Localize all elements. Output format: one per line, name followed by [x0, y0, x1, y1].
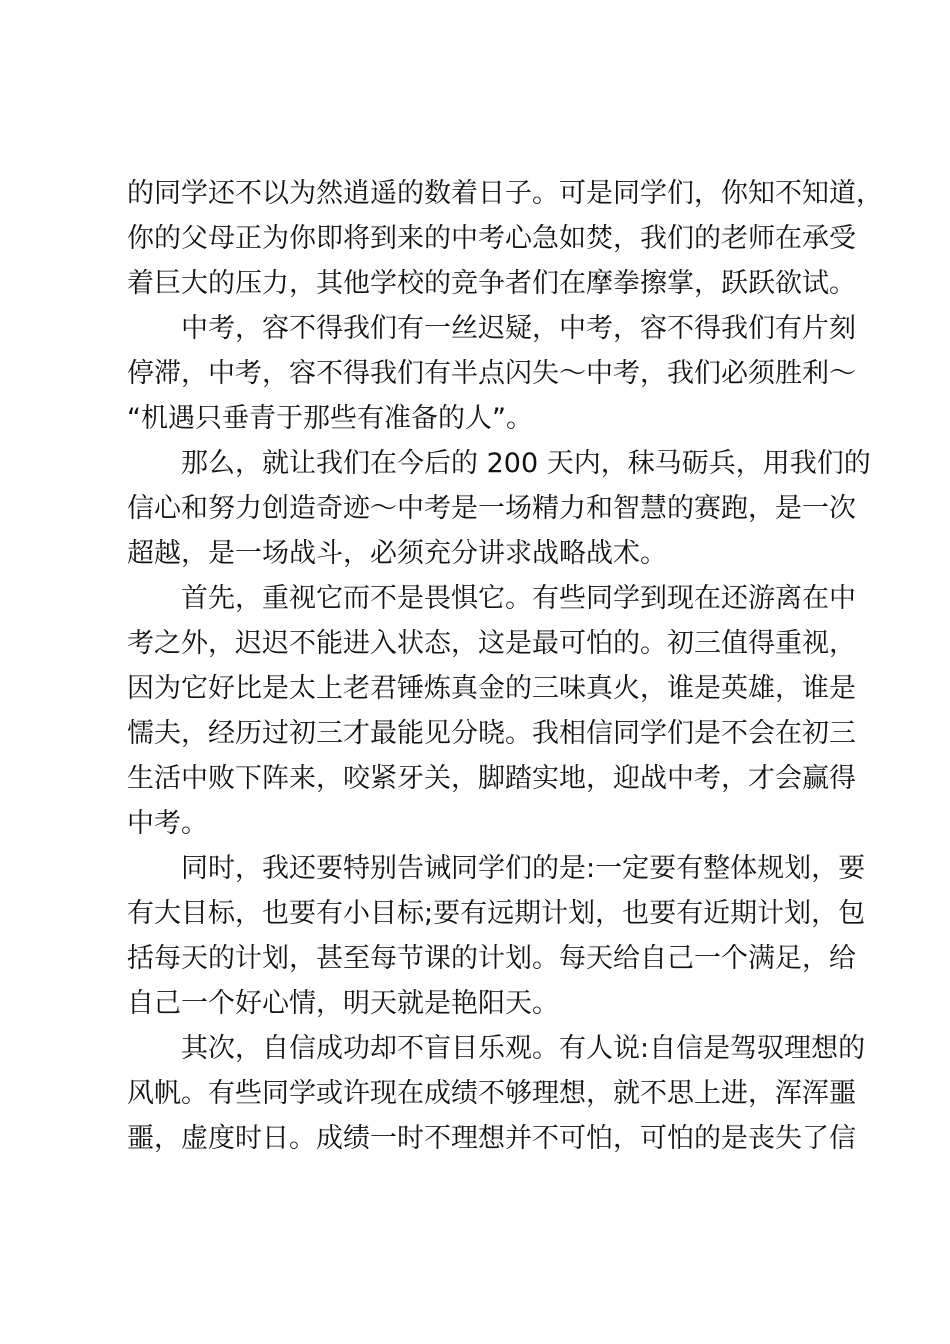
paragraph-first-line: 其次，自信成功却不盲目乐观。有人说:自信是驾驭理想的: [181, 1033, 866, 1064]
text-line: “机遇只垂青于那些有准备的人”。: [127, 403, 533, 434]
text-line: 生活中败下阵来，咬紧牙关，脚踏实地，迎战中考，才会赢得: [127, 763, 856, 794]
paragraph-first-line: 首先，重视它而不是畏惧它。有些同学到现在还游离在中: [181, 583, 856, 614]
paragraph-first-line: 同时，我还要特别告诫同学们的是:一定要有整体规划，要: [181, 853, 866, 884]
text-line: 自己一个好心情，明天就是艳阳天。: [127, 988, 559, 1019]
text-line: 中考。: [127, 808, 208, 839]
text-line: 的同学还不以为然逍遥的数着日子。可是同学们，你知不知道，: [127, 178, 883, 209]
text-line: 有大目标，也要有小目标;要有远期计划，也要有近期计划，包: [127, 898, 866, 929]
paragraph-first-line: 那么，就让我们在今后的 200 天内，秣马砺兵，用我们的: [181, 448, 871, 479]
text-line: 懦夫，经历过初三才最能见分晓。我相信同学们是不会在初三: [127, 718, 856, 749]
text-line: 信心和努力创造奇迹～中考是一场精力和智慧的赛跑，是一次: [127, 493, 856, 524]
text-line: 停滞，中考，容不得我们有半点闪失～中考，我们必须胜利～: [127, 358, 856, 389]
text-line: 你的父母正为你即将到来的中考心急如焚，我们的老师在承受: [127, 223, 856, 254]
text-line: 风帆。有些同学或许现在成绩不够理想，就不思上进，浑浑噩: [127, 1078, 856, 1109]
text-line: 着巨大的压力，其他学校的竞争者们在摩拳擦掌，跃跃欲试。: [127, 268, 856, 299]
text-line: 括每天的计划，甚至每节课的计划。每天给自己一个满足，给: [127, 943, 856, 974]
text-line: 噩，虚度时日。成绩一时不理想并不可怕，可怕的是丧失了信: [127, 1123, 856, 1154]
text-line: 考之外，迟迟不能进入状态，这是最可怕的。初三值得重视，: [127, 628, 856, 659]
document-body: [127, 171, 883, 1161]
text-line: 因为它好比是太上老君锤炼真金的三味真火，谁是英雄，谁是: [127, 673, 856, 704]
paragraph-first-line: 中考，容不得我们有一丝迟疑，中考，容不得我们有片刻: [181, 313, 856, 344]
text-line: 超越，是一场战斗，必须充分讲求战略战术。: [127, 538, 667, 569]
